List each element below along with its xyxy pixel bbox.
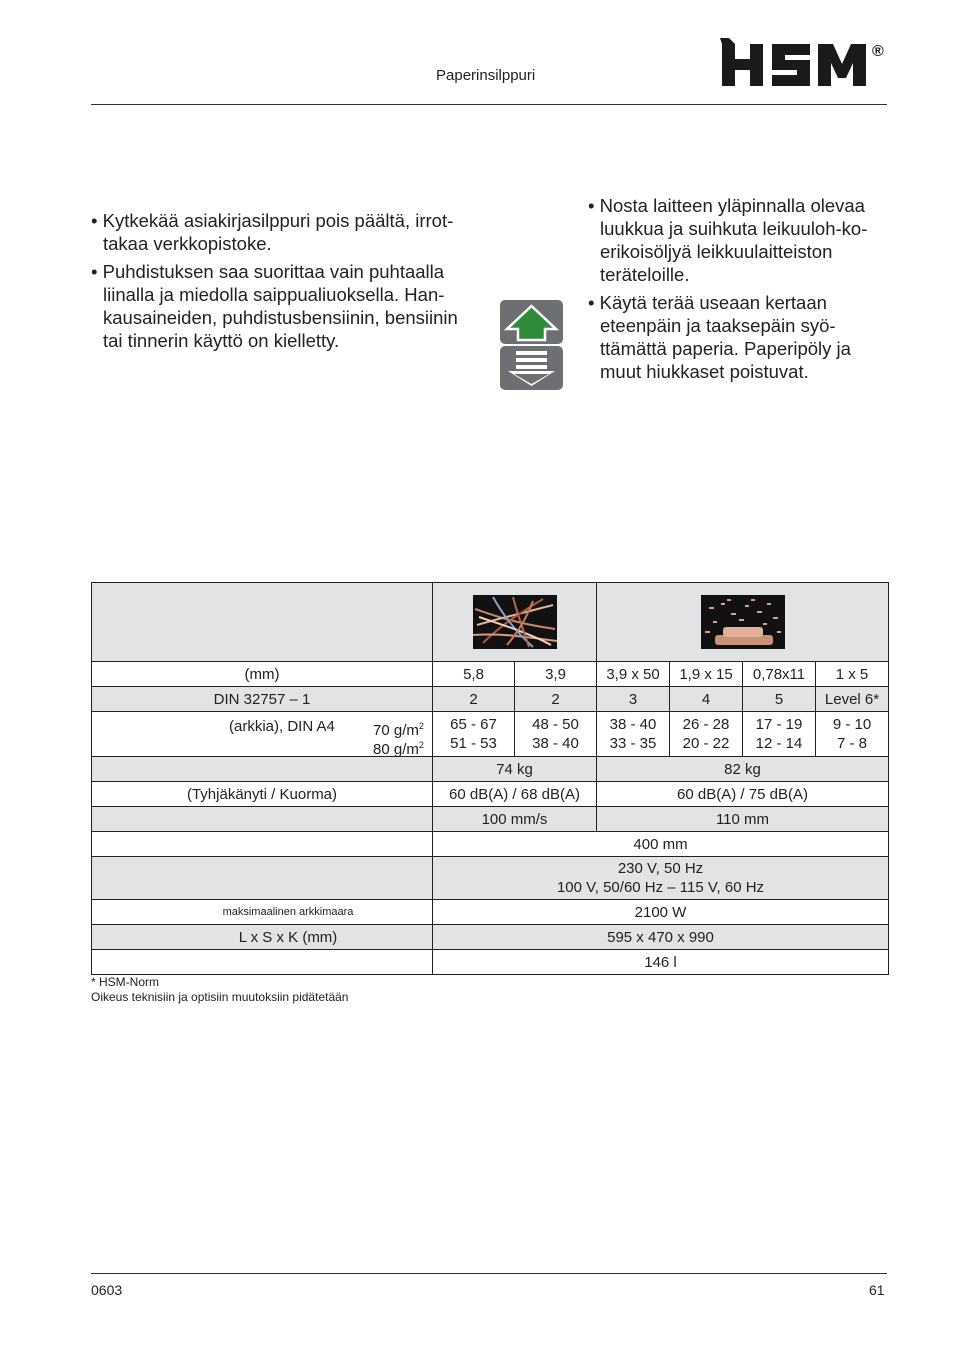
capacity-row: [92, 712, 889, 757]
right-column: [588, 194, 888, 388]
cut-size-cell: 1,9 x 15: [670, 662, 743, 687]
forward-reverse-icon: [500, 300, 563, 390]
hsm-logo: [720, 38, 890, 90]
header-title: Paperinsilppuri: [436, 67, 536, 84]
voltage-row: [92, 857, 889, 900]
logo-registered-mark: ®: [872, 43, 884, 60]
security-level-cell: 3: [597, 687, 670, 712]
cut-size-cell: 0,78x11: [743, 662, 816, 687]
capacity-cell: 26 - 28 20 - 22: [670, 712, 743, 757]
footnotes: [91, 975, 348, 1005]
power-cell: 2100 W: [433, 900, 889, 925]
volume-label: [92, 950, 433, 975]
footnote-disclaimer: Oikeus teknisiin ja optisiin muutoksiin pidätetään: [91, 990, 349, 1004]
security-level-cell: 2: [433, 687, 515, 712]
capacity-cell: 65 - 67 51 - 53: [433, 712, 515, 757]
security-level-cell: 4: [670, 687, 743, 712]
cut-size-cell: 1 x 5: [816, 662, 889, 687]
speed-row: [92, 807, 889, 832]
cut-size-cell: 5,8: [433, 662, 515, 687]
weight-row: [92, 757, 889, 782]
noise-label: (Tyhjäkänyti / Kuorma): [92, 782, 433, 807]
speed-cell: 110 mm: [597, 807, 889, 832]
power-label: maksimaalinen arkkimaara: [92, 900, 433, 925]
noise-row: [92, 782, 889, 807]
spec-table: [91, 582, 889, 975]
capacity-cell: 38 - 40 33 - 35: [597, 712, 670, 757]
capacity-cell: 48 - 50 38 - 40: [515, 712, 597, 757]
cut-size-label: (mm): [92, 662, 433, 687]
security-level-cell: 5: [743, 687, 816, 712]
cross-cut-image-cell: [597, 583, 889, 662]
weight-cell: 82 kg: [597, 757, 889, 782]
capacity-cell: 17 - 19 12 - 14: [743, 712, 816, 757]
voltage-cell: 230 V, 50 Hz 100 V, 50/60 Hz – 115 V, 60 Hz: [433, 857, 889, 900]
volume-cell: 146 l: [433, 950, 889, 975]
page-number: 61: [869, 1282, 885, 1298]
grammage-70: 70 $g/m^2$: [373, 721, 424, 739]
voltage-label: [92, 857, 433, 900]
shred-image-row: [92, 583, 889, 662]
capacity-cell: 9 - 10 7 - 8: [816, 712, 889, 757]
left-bullet-1: • Kytkekää asiakirjasilppuri pois päältä, irrot-takaa verkkopistoke.: [91, 209, 481, 255]
dimensions-row: [92, 925, 889, 950]
right-bullet-1: • Nosta laitteen yläpinnalla olevaa luukkua ja suihkuta leikuuloh-ko-erikoisöljyä leikkuulaitteiston teräteloille.: [588, 194, 888, 286]
security-level-row: [92, 687, 889, 712]
cut-size-cell: 3,9 x 50: [597, 662, 670, 687]
power-row: [92, 900, 889, 925]
noise-cell: 60 dB(A) / 75 dB(A): [597, 782, 889, 807]
weight-cell: 74 kg: [433, 757, 597, 782]
dimensions-label: L x S x K (mm): [92, 925, 433, 950]
weight-label: [92, 757, 433, 782]
left-column: [91, 209, 481, 357]
capacity-label-text: (arkkia), DIN A4: [229, 718, 335, 735]
width-row: [92, 832, 889, 857]
dimensions-cell: 595 x 470 x 990: [433, 925, 889, 950]
left-bullet-2: • Puhdistuksen saa suorittaa vain puhtaalla liinalla ja miedolla saippualiuoksella. Han-kausaineiden, puhdistusbensiinin, bensiinin tai tinnerin käyttö on kielletty.: [91, 260, 481, 352]
right-bullet-2: • Käytä terää useaan kertaan eteenpäin ja taaksepäin syö-ttämättä paperia. Paperipöly ja muut hiukkaset poistuvat.: [588, 291, 888, 383]
footnote-hsm-norm: * HSM-Norm: [91, 975, 159, 989]
strip-cut-image-cell: [433, 583, 597, 662]
security-level-cell: 2: [515, 687, 597, 712]
width-cell: 400 mm: [433, 832, 889, 857]
noise-cell: 60 dB(A) / 68 dB(A): [433, 782, 597, 807]
capacity-label: [92, 712, 433, 757]
grammage-80: 80 $g/m^2$: [373, 740, 424, 758]
security-level-label: DIN 32757 – 1: [92, 687, 433, 712]
security-level-cell: Level 6*: [816, 687, 889, 712]
speed-cell: 100 mm/s: [433, 807, 597, 832]
volume-row: [92, 950, 889, 975]
strip-cut-shred-icon: [473, 595, 557, 649]
width-label: [92, 832, 433, 857]
cut-size-row: [92, 662, 889, 687]
image-row-label-cell: [92, 583, 433, 662]
footer-rule: [91, 1273, 887, 1274]
cut-size-cell: 3,9: [515, 662, 597, 687]
speed-label: [92, 807, 433, 832]
header-rule: [91, 104, 887, 105]
document-code: 0603: [91, 1282, 123, 1298]
cross-cut-shred-icon: [701, 595, 785, 649]
